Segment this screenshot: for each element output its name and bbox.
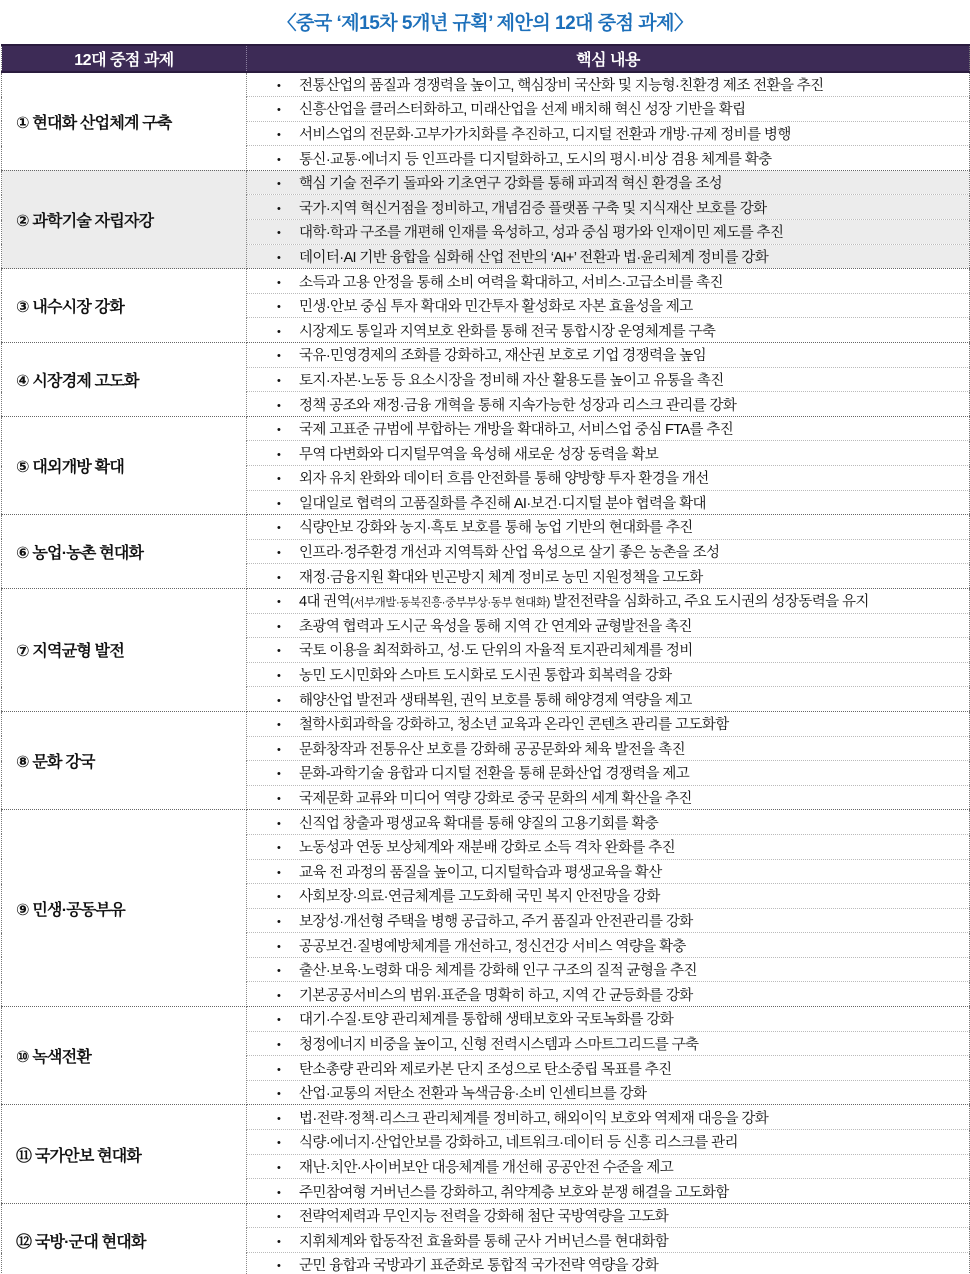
bullet-icon: •: [277, 670, 281, 683]
bullet-icon: •: [277, 940, 281, 953]
bullet-icon: •: [277, 350, 281, 363]
bullet-text: 식량·에너지·산업안보를 강화하고, 네트워크·데이터 등 신흥 리스크를 관리: [299, 1135, 738, 1152]
bullet-item: [247, 97, 970, 122]
bullet-text: 신흥산업을 클러스터화하고, 미래산업을 선제 배치해 혁신 성장 기반을 확립: [299, 102, 746, 119]
bullet-icon: •: [277, 522, 281, 535]
bullet-text-small-note: (서부개발·동북진흥·중부부상·동부 현대화): [350, 597, 550, 610]
task-label: ② 과학기술 자립자강: [2, 170, 247, 268]
bullet-text: 지휘체계와 합동작전 효율화를 통해 군사 거버넌스를 현대화함: [299, 1233, 669, 1250]
bullet-icon: •: [277, 227, 281, 240]
bullet-icon: •: [277, 1063, 281, 1076]
bullet-text: 문화-과학기술 융합과 디지털 전환을 통해 문화산업 경쟁력을 제고: [299, 766, 690, 783]
bullet-text: 국토 이용을 최적화하고, 성·도 단위의 자율적 토지관리체계를 정비: [299, 643, 693, 660]
task-label: ⑦ 지역균형 발전: [2, 588, 247, 711]
bullet-item: [247, 1080, 970, 1105]
bullet-text: 민생·안보 중심 투자 확대와 민간투자 활성화로 자본 효율성을 제고: [299, 299, 693, 316]
bullet-icon: •: [277, 424, 281, 437]
bullet-icon: •: [277, 1260, 281, 1273]
bullet-item: [247, 1253, 970, 1274]
bullet-text: 출산·보육·노령화 대응 체계를 강화해 인구 구조의 질적 균형을 추진: [299, 963, 697, 980]
bullet-icon: •: [277, 817, 281, 830]
task-label: ⑫ 국방·군대 현대화: [2, 1203, 247, 1274]
bullet-text: 통신·교통·에너지 등 인프라를 디지털화하고, 도시의 평시·비상 겸용 체계를 확충: [299, 151, 772, 168]
bullet-item: [247, 1105, 970, 1130]
bullet-item: [247, 1203, 970, 1228]
bullet-text: 대학·학과 구조를 개편해 인재를 육성하고, 성과 중심 평가와 인재이민 제도를 추진: [299, 225, 784, 242]
bullet-row: [2, 1105, 970, 1130]
bullet-icon: •: [277, 251, 281, 264]
bullet-text: 농민 도시민화와 스마트 도시화로 도시권 통합과 회복력을 강화: [299, 668, 672, 685]
bullet-text: 국제문화 교류와 미디어 역량 강화로 중국 문화의 세계 확산을 추진: [299, 791, 692, 808]
bullet-item: [247, 834, 970, 859]
bullet-item: [247, 1130, 970, 1155]
bullet-item: [247, 687, 970, 712]
bullet-text: 청정에너지 비중을 높이고, 신형 전력시스템과 스마트그리드를 구축: [299, 1036, 699, 1053]
bullet-item: [247, 170, 970, 195]
bullet-icon: •: [277, 374, 281, 387]
bullet-text: 문화창작과 전통유산 보호를 강화해 공공문화와 체육 발전을 촉진: [299, 741, 685, 758]
bullet-icon: •: [277, 80, 281, 93]
task-label: ⑥ 농업·농촌 현대화: [2, 515, 247, 589]
bullet-item: [247, 466, 970, 491]
bullet-text: 신직업 창출과 평생교육 확대를 통해 양질의 고용기회를 확충: [299, 815, 659, 832]
bullet-item: [247, 564, 970, 589]
bullet-text: 공공보건·질병예방체계를 개선하고, 정신건강 서비스 역량을 확충: [299, 938, 686, 955]
bullet-text: 해양산업 발전과 생태복원, 권익 보호를 통해 해양경제 역량을 제고: [299, 692, 692, 709]
bullet-icon: •: [277, 1235, 281, 1248]
bullet-icon: •: [277, 768, 281, 781]
bullet-icon: •: [277, 743, 281, 756]
bullet-row: [2, 1007, 970, 1032]
bullet-text: 기본공공서비스의 범위·표준을 명확히 하고, 지역 간 균등화를 강화: [299, 987, 693, 1004]
bullet-text: 무역 다변화와 디지털무역을 육성해 새로운 성장 동력을 확보: [299, 446, 659, 463]
tasks-table: [1, 44, 970, 1274]
bullet-icon: •: [277, 276, 281, 289]
bullet-text: 국유·민영경제의 조화를 강화하고, 재산권 보호로 기업 경쟁력을 높임: [299, 348, 707, 365]
bullet-icon: •: [277, 989, 281, 1002]
bullet-text: 탄소총량 관리와 제로카본 단지 조성으로 탄소중립 목표를 추진: [299, 1061, 672, 1078]
bullet-text: 소득과 고용 안정을 통해 소비 여력을 확대하고, 서비스·고급소비를 촉진: [299, 274, 723, 291]
bullet-item: [247, 588, 970, 613]
task-label: ⑪ 국가안보 현대화: [2, 1105, 247, 1203]
bullet-icon: •: [277, 497, 281, 510]
bullet-icon: •: [277, 1014, 281, 1027]
bullet-item: [247, 957, 970, 982]
column-header-content: 핵심 내용: [247, 45, 970, 72]
bullet-text: 사회보장·의료·연금체계를 고도화해 국민 복지 안전망을 강화: [299, 889, 660, 906]
bullet-icon: •: [277, 1088, 281, 1101]
bullet-text: 재난·치안·사이버보안 대응체계를 개선해 공공안전 수준을 제고: [299, 1159, 674, 1176]
bullet-text: 국가·지역 혁신거점을 정비하고, 개념검증 플랫폼 구축 및 지식재산 보호를 강화: [299, 200, 767, 217]
table-body: [2, 72, 970, 1274]
bullet-item: [247, 392, 970, 417]
bullet-icon: •: [277, 1112, 281, 1125]
bullet-row: [2, 416, 970, 441]
bullet-icon: •: [277, 104, 281, 117]
bullet-text: 인프라·정주환경 개선과 지역특화 산업 육성으로 살기 좋은 농촌을 조성: [299, 545, 720, 562]
bullet-icon: •: [277, 399, 281, 412]
column-header-tasks: 12대 중점 과제: [2, 45, 247, 72]
bullet-item: [247, 761, 970, 786]
bullet-item: [247, 884, 970, 909]
bullet-item: [247, 1154, 970, 1179]
bullet-item: [247, 367, 970, 392]
bullet-text: 재정·금융지원 확대와 빈곤방지 체계 정비로 농민 지원정책을 고도화: [299, 569, 703, 586]
task-label: ④ 시장경제 고도화: [2, 343, 247, 417]
bullet-item: [247, 736, 970, 761]
bullet-text: 주민참여형 거버넌스를 강화하고, 취약계층 보호와 분쟁 해결을 고도화함: [299, 1184, 729, 1201]
bullet-item: [247, 293, 970, 318]
bullet-row: [2, 515, 970, 540]
bullet-icon: •: [277, 1038, 281, 1051]
bullet-text: 대기·수질·토양 관리체계를 통합해 생태보호와 국토녹화를 강화: [299, 1012, 674, 1029]
bullet-icon: •: [277, 891, 281, 904]
bullet-icon: •: [277, 153, 281, 166]
bullet-item: [247, 515, 970, 540]
task-label: ⑧ 문화 강국: [2, 711, 247, 809]
bullet-item: [247, 908, 970, 933]
bullet-item: [247, 785, 970, 810]
bullet-text: 산업·교통의 저탄소 전환과 녹색금융·소비 인센티브를 강화: [299, 1086, 647, 1103]
bullet-icon: •: [277, 596, 281, 609]
bullet-icon: •: [277, 915, 281, 928]
bullet-text: 군민 융합과 국방과기 표준화로 통합적 국가전략 역량을 강화: [299, 1258, 659, 1274]
task-label: ① 현대화 산업체계 구축: [2, 72, 247, 170]
bullet-text: 식량안보 강화와 농지·흑토 보호를 통해 농업 기반의 현대화를 추진: [299, 520, 693, 537]
bullet-item: [247, 195, 970, 220]
bullet-icon: •: [277, 473, 281, 486]
bullet-row: [2, 170, 970, 195]
bullet-item: [247, 982, 970, 1007]
bullet-item: [247, 1007, 970, 1032]
bullet-icon: •: [277, 694, 281, 707]
bullet-text: 일대일로 협력의 고품질화를 추진해 AI·보건·디지털 분야 협력을 확대: [299, 495, 706, 512]
task-label: ③ 내수시장 강화: [2, 269, 247, 343]
bullet-item: [247, 1179, 970, 1204]
bullet-item: [247, 1056, 970, 1081]
bullet-icon: •: [277, 1161, 281, 1174]
bullet-text: 국제 고표준 규범에 부합하는 개방을 확대하고, 서비스업 중심 FTA를 추진: [299, 422, 734, 439]
bullet-item: [247, 539, 970, 564]
bullet-text: 시장제도 통일과 지역보호 완화를 통해 전국 통합시장 운영체계를 구축: [299, 323, 716, 340]
bullet-item: [247, 269, 970, 294]
bullet-text: 토지·자본·노동 등 요소시장을 정비해 자산 활용도를 높이고 유통을 촉진: [299, 372, 724, 389]
bullet-item: [247, 343, 970, 368]
bullet-item: [247, 441, 970, 466]
bullet-text: 데이터·AI 기반 융합을 심화해 산업 전반의 ‘AI+’ 전환과 법·윤리체계 정비를 강화: [299, 249, 769, 266]
bullet-icon: •: [277, 571, 281, 584]
bullet-text: 외자 유치 완화와 데이터 흐름 안전화를 통해 양방향 투자 환경을 개선: [299, 471, 709, 488]
bullet-icon: •: [277, 793, 281, 806]
bullet-icon: •: [277, 620, 281, 633]
bullet-row: [2, 588, 970, 613]
bullet-text: 핵심 기술 전주기 돌파와 기초연구 강화를 통해 파괴적 혁신 환경을 조성: [299, 176, 723, 193]
bullet-icon: •: [277, 448, 281, 461]
bullet-row: [2, 1203, 970, 1228]
bullet-item: [247, 613, 970, 638]
bullet-row: [2, 343, 970, 368]
bullet-text: 4대 권역(서부개발·동북진흥·중부부상·동부 현대화) 발전전략을 심화하고, 주요 도시권의 성장동력을 유지: [299, 594, 869, 611]
bullet-text: 전략억제력과 무인지능 전력을 강화해 첨단 국방역량을 고도화: [299, 1209, 669, 1226]
bullet-item: [247, 121, 970, 146]
bullet-item: [247, 711, 970, 736]
bullet-text: 초광역 협력과 도시군 육성을 통해 지역 간 연계와 균형발전을 촉진: [299, 618, 692, 635]
bullet-icon: •: [277, 719, 281, 732]
task-label: ⑩ 녹색전환: [2, 1007, 247, 1105]
bullet-text: 정책 공조와 재정·금융 개혁을 통해 지속가능한 성장과 리스크 관리를 강화: [299, 397, 737, 414]
table-header-row: [2, 45, 970, 72]
bullet-icon: •: [277, 842, 281, 855]
bullet-item: [247, 416, 970, 441]
task-label: ⑨ 민생·공동부유: [2, 810, 247, 1007]
bullet-icon: •: [277, 202, 281, 215]
bullet-icon: •: [277, 1137, 281, 1150]
bullet-text: 법·전략·정책·리스크 관리체계를 정비하고, 해외이익 보호와 역제재 대응을 강화: [299, 1110, 769, 1127]
bullet-item: [247, 933, 970, 958]
bullet-icon: •: [277, 178, 281, 191]
bullet-text: 서비스업의 전문화·고부가가치화를 추진하고, 디지털 전환과 개방·규제 정비를 병행: [299, 126, 791, 143]
bullet-icon: •: [277, 301, 281, 314]
bullet-icon: •: [277, 645, 281, 658]
bullet-text: 교육 전 과정의 품질을 높이고, 디지털학습과 평생교육을 확산: [299, 864, 662, 881]
bullet-item: [247, 146, 970, 171]
bullet-item: [247, 244, 970, 269]
bullet-item: [247, 1228, 970, 1253]
bullet-item: [247, 1031, 970, 1056]
bullet-text: 보장성·개선형 주택을 병행 공급하고, 주거 품질과 안전관리를 강화: [299, 913, 693, 930]
bullet-icon: •: [277, 965, 281, 978]
bullet-item: [247, 72, 970, 97]
page-title: 〈중국 ‘제15차 5개년 규획’ 제안의 12대 중점 과제〉: [277, 13, 693, 34]
bullet-item: [247, 318, 970, 343]
bullet-item: [247, 859, 970, 884]
bullet-row: [2, 269, 970, 294]
bullet-item: [247, 638, 970, 663]
bullet-item: [247, 220, 970, 245]
task-label: ⑤ 대외개방 확대: [2, 416, 247, 514]
bullet-icon: •: [277, 325, 281, 338]
bullet-item: [247, 490, 970, 515]
bullet-row: [2, 72, 970, 97]
bullet-icon: •: [277, 866, 281, 879]
bullet-icon: •: [277, 1186, 281, 1199]
bullet-item: [247, 662, 970, 687]
bullet-text: 노동성과 연동 보상체계와 재분배 강화로 소득 격차 완화를 추진: [299, 840, 676, 857]
bullet-icon: •: [277, 128, 281, 141]
bullet-item: [247, 810, 970, 835]
bullet-icon: •: [277, 547, 281, 560]
bullet-icon: •: [277, 1211, 281, 1224]
bullet-row: [2, 810, 970, 835]
bullet-text: 전통산업의 품질과 경쟁력을 높이고, 핵심장비 국산화 및 지능형·친환경 제조 전환을 추진: [299, 78, 824, 95]
bullet-text: 철학사회과학을 강화하고, 청소년 교육과 온라인 콘텐츠 관리를 고도화함: [299, 717, 729, 734]
bullet-row: [2, 711, 970, 736]
